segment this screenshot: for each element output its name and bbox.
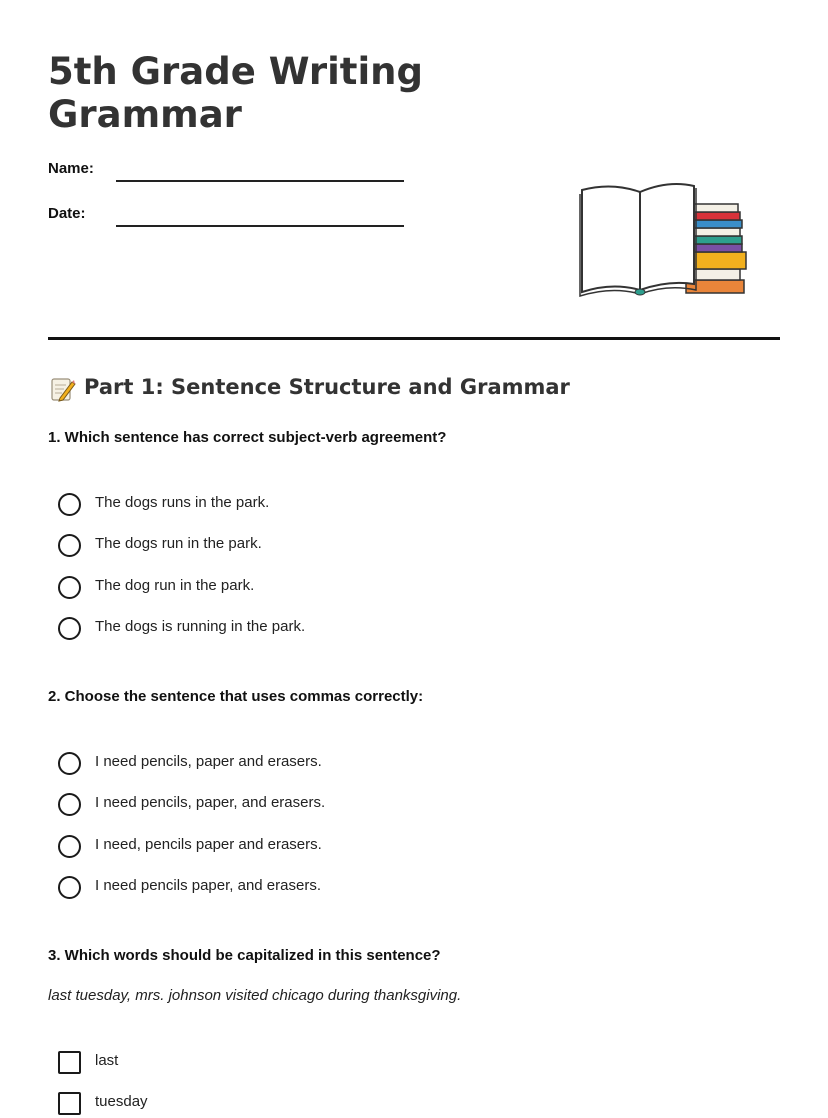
radio-button[interactable]	[58, 876, 81, 899]
question-1: 1. Which sentence has correct subject-verb agreement?	[48, 429, 447, 446]
books-illustration-icon	[578, 178, 750, 300]
date-label: Date:	[48, 205, 86, 222]
option-label: The dogs run in the park.	[95, 535, 262, 552]
worksheet-page	[48, 0, 780, 1118]
q2-option-4[interactable]	[58, 876, 658, 902]
question-2: 2. Choose the sentence that uses commas correctly:	[48, 688, 424, 705]
radio-button[interactable]	[58, 534, 81, 557]
radio-button[interactable]	[58, 793, 81, 816]
question-3: 3. Which words should be capitalized in this sentence?	[48, 947, 441, 964]
q2-option-2[interactable]	[58, 793, 658, 819]
header-divider	[48, 337, 780, 340]
radio-button[interactable]	[58, 493, 81, 516]
q1-option-2[interactable]	[58, 534, 658, 560]
question-3-prompt: last tuesday, mrs. johnson visited chicago during thanksgiving.	[48, 987, 462, 1004]
q2-option-3[interactable]	[58, 835, 658, 861]
radio-button[interactable]	[58, 835, 81, 858]
option-label: I need pencils, paper, and erasers.	[95, 794, 326, 811]
option-label: last	[95, 1052, 119, 1069]
name-label: Name:	[48, 160, 94, 177]
checkbox[interactable]	[58, 1051, 81, 1074]
name-field	[48, 158, 408, 182]
title-line-1: 5th Grade Writing	[48, 50, 423, 93]
radio-button[interactable]	[58, 752, 81, 775]
section-1-title: Part 1: Sentence Structure and Grammar	[84, 375, 570, 399]
q1-option-1[interactable]	[58, 493, 658, 519]
date-line[interactable]	[116, 225, 404, 227]
page-title	[48, 50, 468, 136]
option-label: The dogs is running in the park.	[95, 618, 306, 635]
option-label: The dogs runs in the park.	[95, 494, 270, 511]
radio-button[interactable]	[58, 617, 81, 640]
q1-option-4[interactable]	[58, 617, 658, 643]
memo-icon	[50, 376, 76, 402]
q1-option-3[interactable]	[58, 576, 658, 602]
option-label: I need pencils, paper and erasers.	[95, 753, 322, 770]
q3-option-1[interactable]	[58, 1051, 658, 1077]
date-field	[48, 203, 408, 227]
q3-option-2[interactable]	[58, 1092, 658, 1118]
title-line-2: Grammar	[48, 93, 242, 136]
option-label: I need pencils paper, and erasers.	[95, 877, 321, 894]
checkbox[interactable]	[58, 1092, 81, 1115]
section-1-heading	[48, 374, 748, 406]
option-label: tuesday	[95, 1093, 148, 1110]
name-line[interactable]	[116, 180, 404, 182]
option-label: The dog run in the park.	[95, 577, 255, 594]
radio-button[interactable]	[58, 576, 81, 599]
q2-option-1[interactable]	[58, 752, 658, 778]
option-label: I need, pencils paper and erasers.	[95, 836, 322, 853]
